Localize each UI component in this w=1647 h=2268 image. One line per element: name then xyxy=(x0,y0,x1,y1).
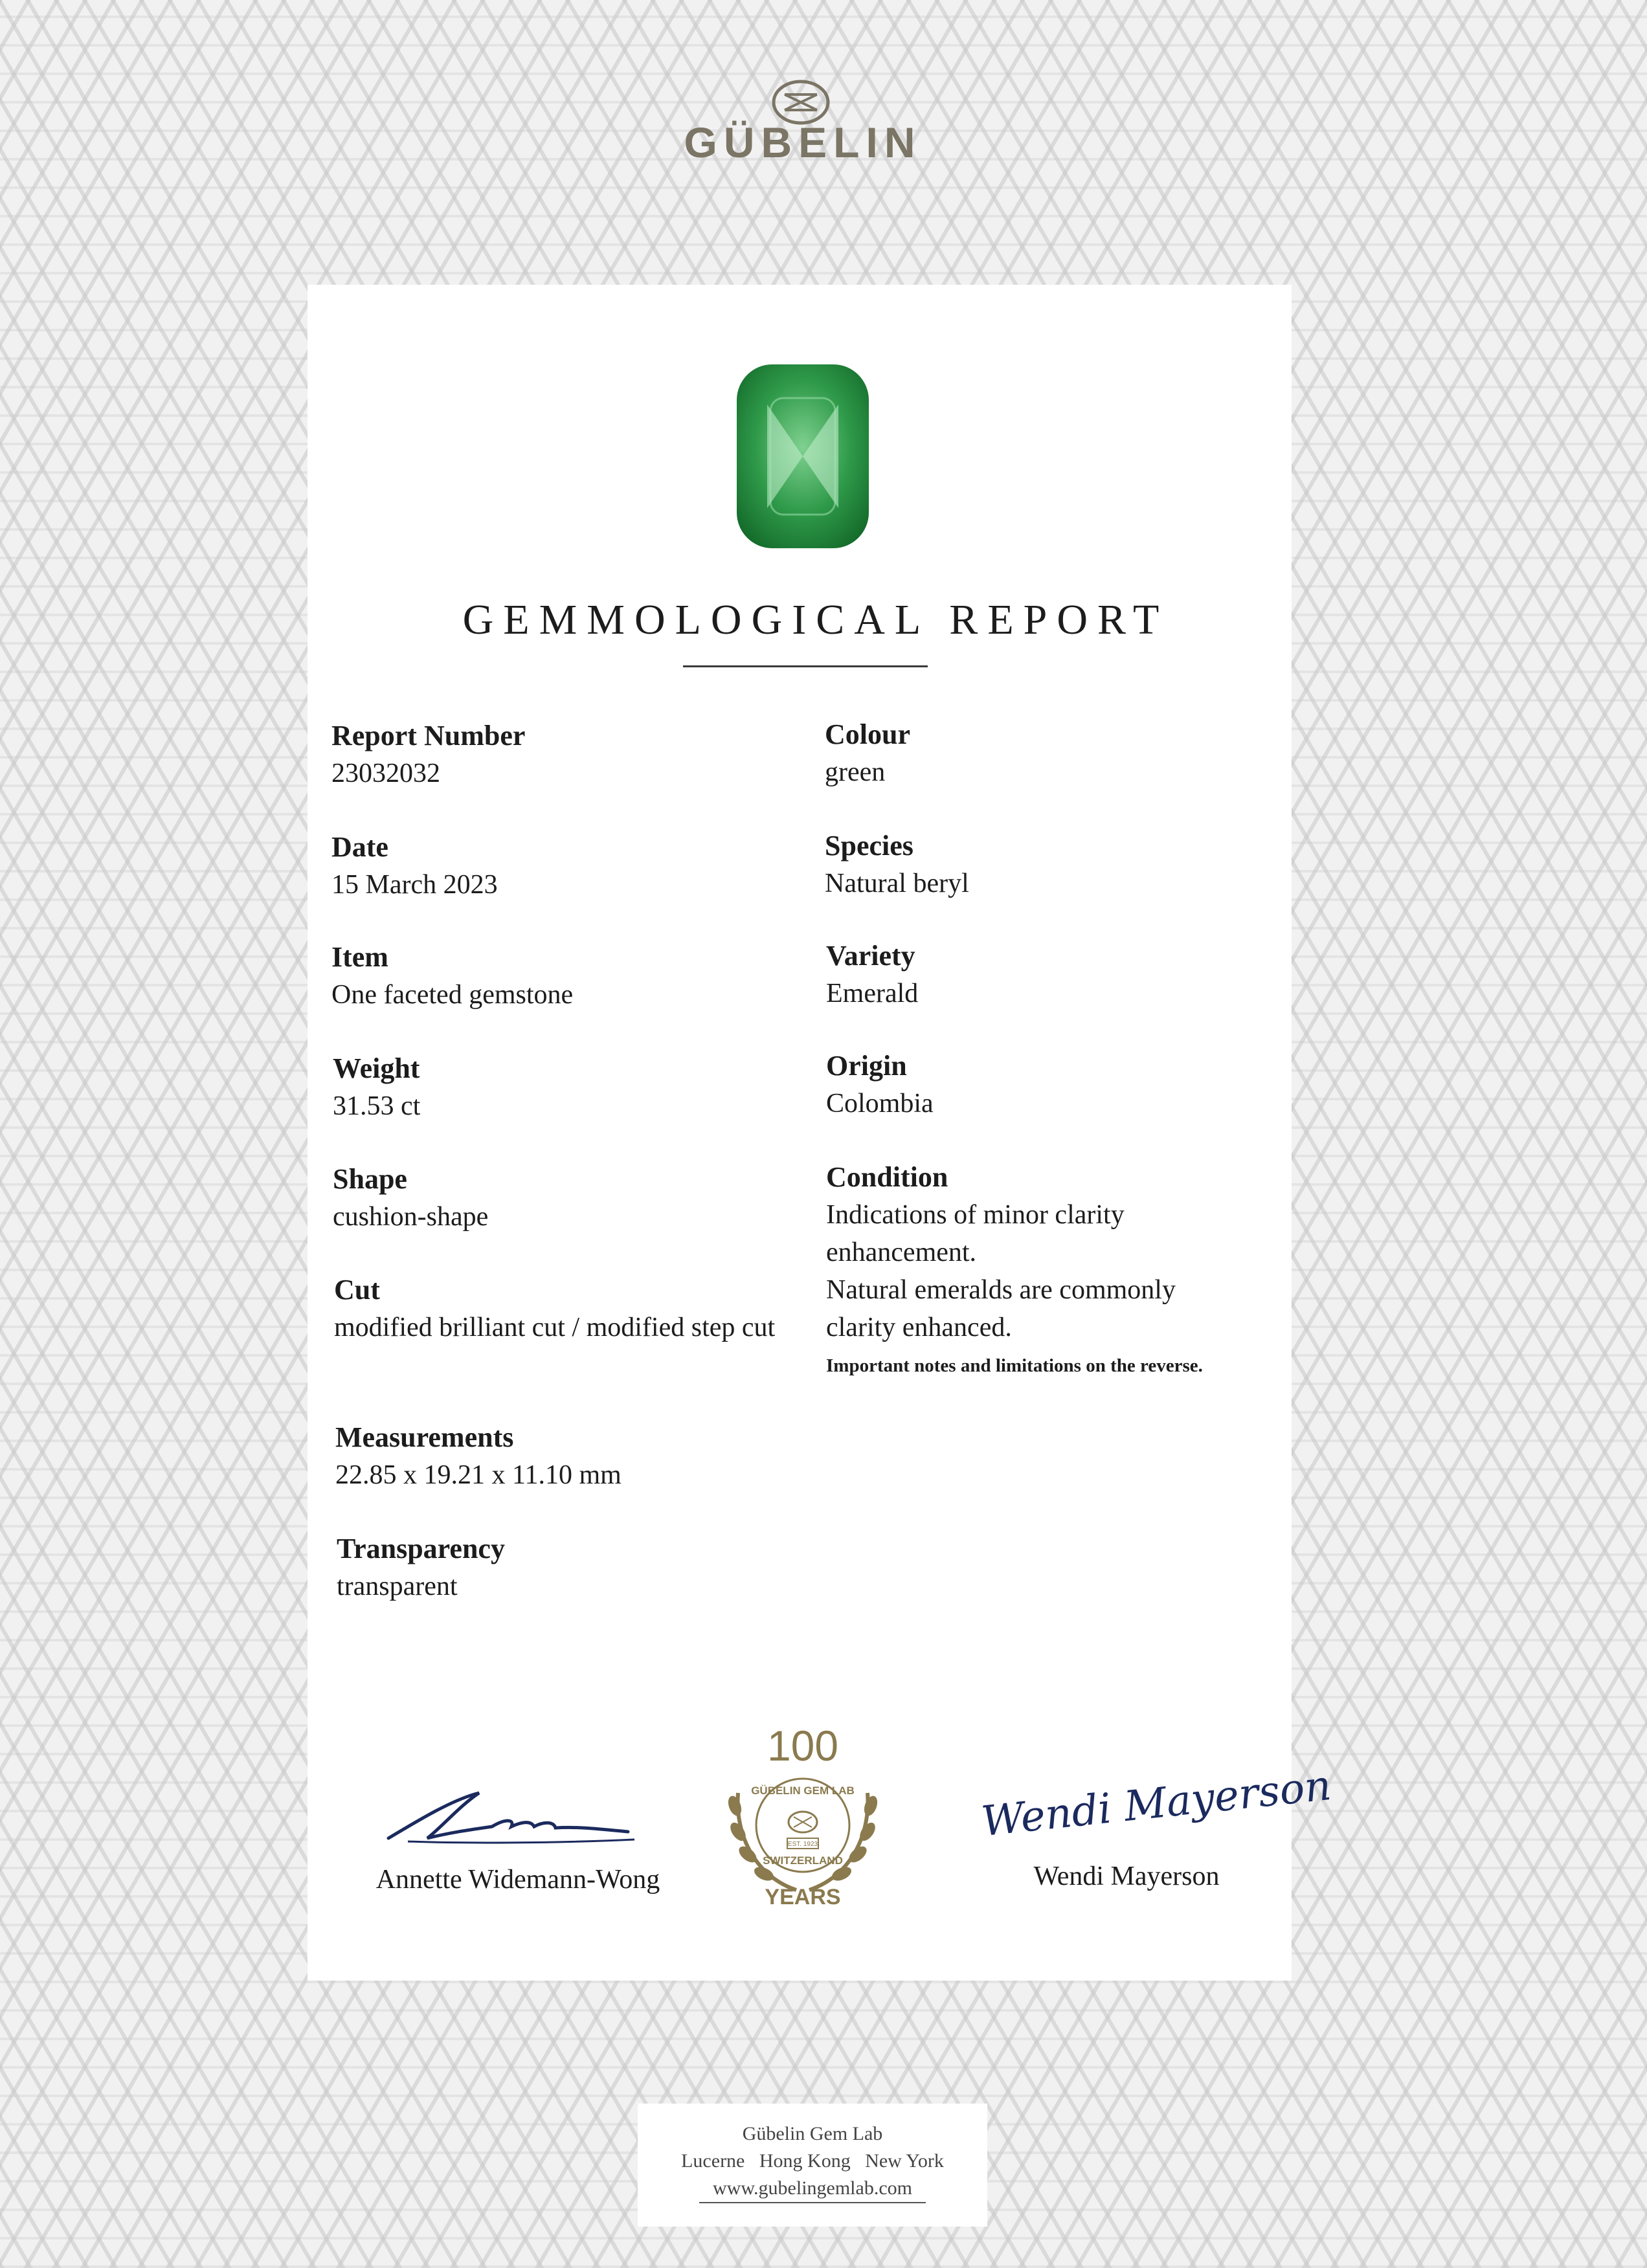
field-value: Colombia xyxy=(826,1089,934,1118)
field-label: Report Number xyxy=(331,720,526,751)
field-value-secondary: Natural emeralds are commonly clarity enhanced. xyxy=(826,1275,1176,1342)
seal-top-text: GÜBELIN GEM LAB xyxy=(751,1784,855,1797)
field-value: 15 March 2023 xyxy=(331,870,498,900)
field-value: 31.53 ct xyxy=(333,1091,421,1121)
field-value: modified brilliant cut / modified step cut xyxy=(334,1313,776,1342)
field-label: Shape xyxy=(333,1163,407,1195)
field-transparency xyxy=(337,1530,829,1605)
field-label: Transparency xyxy=(337,1533,505,1564)
emerald-gem-icon xyxy=(732,359,874,553)
report-title: GEMMOLOGICAL REPORT xyxy=(462,596,1169,643)
signature-right-script: Wendi Mayerson xyxy=(979,1761,1334,1847)
seal-est: EST. 1923 xyxy=(787,1841,818,1848)
field-value: Emerald xyxy=(826,979,919,1008)
seal-bottom-text: SWITZERLAND xyxy=(763,1854,843,1867)
field-label: Item xyxy=(331,941,388,973)
footer-website[interactable]: www.gubelingemlab.com xyxy=(713,2177,912,2199)
field-item xyxy=(331,939,824,1014)
field-value: cushion-shape xyxy=(333,1202,489,1232)
field-value: Natural beryl xyxy=(825,869,969,898)
seal-years: YEARS xyxy=(765,1885,841,1909)
field-label: Cut xyxy=(334,1274,380,1306)
field-cut xyxy=(334,1271,787,1346)
field-value: Indications of minor clarity enhancement. xyxy=(826,1200,1125,1267)
field-value: 23032032 xyxy=(331,759,440,788)
field-label: Origin xyxy=(826,1050,907,1082)
signer-right-name: Wendi Mayerson xyxy=(1033,1862,1220,1891)
field-colour xyxy=(825,716,1317,791)
field-shape xyxy=(333,1161,825,1236)
field-origin xyxy=(826,1047,1318,1122)
field-label: Weight xyxy=(333,1052,420,1084)
field-species xyxy=(825,827,1317,902)
field-measurements xyxy=(335,1419,827,1494)
brand-wordmark: GÜBELIN xyxy=(684,118,922,166)
field-value: 22.85 x 19.21 x 11.10 mm xyxy=(335,1460,622,1490)
anniversary-seal-icon xyxy=(699,1715,906,1922)
field-label: Measurements xyxy=(335,1421,514,1453)
footer-cities: Lucerne Hong Kong New York xyxy=(681,2150,944,2172)
field-label: Species xyxy=(825,830,913,862)
footer-divider xyxy=(699,2202,926,2203)
seal-number: 100 xyxy=(767,1722,839,1770)
field-value: green xyxy=(825,757,886,787)
field-value: One faceted gemstone xyxy=(331,980,574,1010)
field-variety xyxy=(826,937,1318,1012)
field-condition xyxy=(826,1159,1240,1346)
footer-lab-name: Gübelin Gem Lab xyxy=(742,2123,883,2144)
field-label: Condition xyxy=(826,1161,948,1193)
field-label: Colour xyxy=(825,718,910,750)
field-report-number xyxy=(331,717,824,792)
field-weight xyxy=(333,1050,825,1125)
title-divider xyxy=(683,665,928,667)
field-label: Date xyxy=(331,831,388,863)
signature-left-icon xyxy=(382,1767,641,1864)
signer-left-name: Annette Widemann-Wong xyxy=(375,1865,660,1895)
field-date xyxy=(331,828,824,904)
field-value: transparent xyxy=(337,1572,458,1601)
field-label: Variety xyxy=(826,940,915,972)
reverse-note: Important notes and limitations on the reverse. xyxy=(826,1355,1203,1376)
signature-right xyxy=(974,1761,1334,1858)
